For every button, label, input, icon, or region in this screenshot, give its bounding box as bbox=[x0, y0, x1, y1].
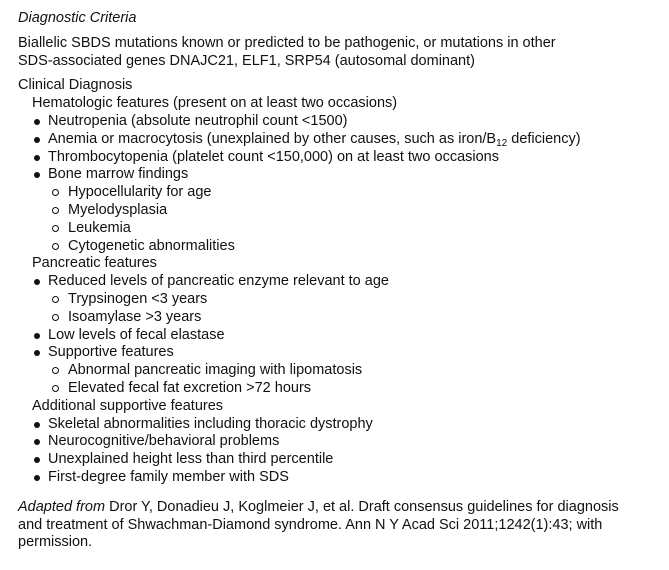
citation-text: Dror Y, Donadieu J, Koglmeier J, et al. Draft consensus guidelines for diagnosis bbox=[105, 498, 619, 515]
genetic-line-1: Biallelic SBDS mutations known or predicted to be pathogenic, or mutations in other bbox=[18, 34, 556, 51]
bullet-anemia bbox=[18, 131, 653, 149]
box-title: Diagnostic Criteria bbox=[18, 10, 137, 26]
bullet-family: First-degree family member with SDS bbox=[18, 469, 653, 487]
sub-bullet: Isoamylase >3 years bbox=[18, 309, 653, 327]
bullet-bone-marrow: Bone marrow findings bbox=[18, 166, 653, 184]
anemia-subscript: 12 bbox=[496, 137, 508, 149]
anemia-text-end: deficiency) bbox=[507, 130, 581, 147]
hematologic-list bbox=[18, 113, 653, 255]
bullet-supportive: Supportive features bbox=[18, 344, 653, 362]
citation-line-1 bbox=[18, 499, 653, 517]
anemia-text: Anemia or macrocytosis (unexplained by other causes, such as iron/B bbox=[48, 130, 497, 147]
additional-heading: Additional supportive features bbox=[32, 397, 224, 414]
pancreatic-list bbox=[18, 273, 653, 398]
source-citation bbox=[18, 499, 653, 552]
bullet-thrombocytopenia: Thrombocytopenia (platelet count <150,000) on at least two occasions bbox=[18, 149, 653, 167]
sub-bullet: Leukemia bbox=[18, 220, 653, 238]
clinical-heading: Clinical Diagnosis bbox=[18, 77, 133, 94]
bullet-neurocognitive: Neurocognitive/behavioral problems bbox=[18, 433, 653, 451]
citation-lead: Adapted from bbox=[18, 498, 106, 515]
citation-line-3: permission. bbox=[18, 534, 93, 551]
genetic-line-2: SDS-associated genes DNAJC21, ELF1, SRP54 (autosomal dominant) bbox=[18, 52, 475, 69]
sub-bullet: Abnormal pancreatic imaging with lipomatosis bbox=[18, 362, 653, 380]
additional-list bbox=[18, 416, 653, 487]
sub-bullet: Myelodysplasia bbox=[18, 202, 653, 220]
genetic-criteria bbox=[18, 35, 653, 71]
bullet-elastase: Low levels of fecal elastase bbox=[18, 327, 653, 345]
hematologic-heading: Hematologic features (present on at least two occasions) bbox=[32, 95, 398, 112]
bullet-neutropenia: Neutropenia (absolute neutrophil count <1500) bbox=[18, 113, 653, 131]
sub-bullet: Trypsinogen <3 years bbox=[18, 291, 653, 309]
sub-bullet: Elevated fecal fat excretion >72 hours bbox=[18, 380, 653, 398]
sub-bullet: Cytogenetic abnormalities bbox=[18, 238, 653, 256]
bullet-height: Unexplained height less than third percentile bbox=[18, 451, 653, 469]
sub-bullet: Hypocellularity for age bbox=[18, 184, 653, 202]
bullet-enzyme: Reduced levels of pancreatic enzyme relevant to age bbox=[18, 273, 653, 291]
citation-line-2: and treatment of Shwachman-Diamond syndrome. Ann N Y Acad Sci 2011;1242(1):43; with bbox=[18, 516, 603, 533]
pancreatic-heading: Pancreatic features bbox=[32, 255, 157, 272]
bullet-skeletal: Skeletal abnormalities including thoracic dystrophy bbox=[18, 416, 653, 434]
